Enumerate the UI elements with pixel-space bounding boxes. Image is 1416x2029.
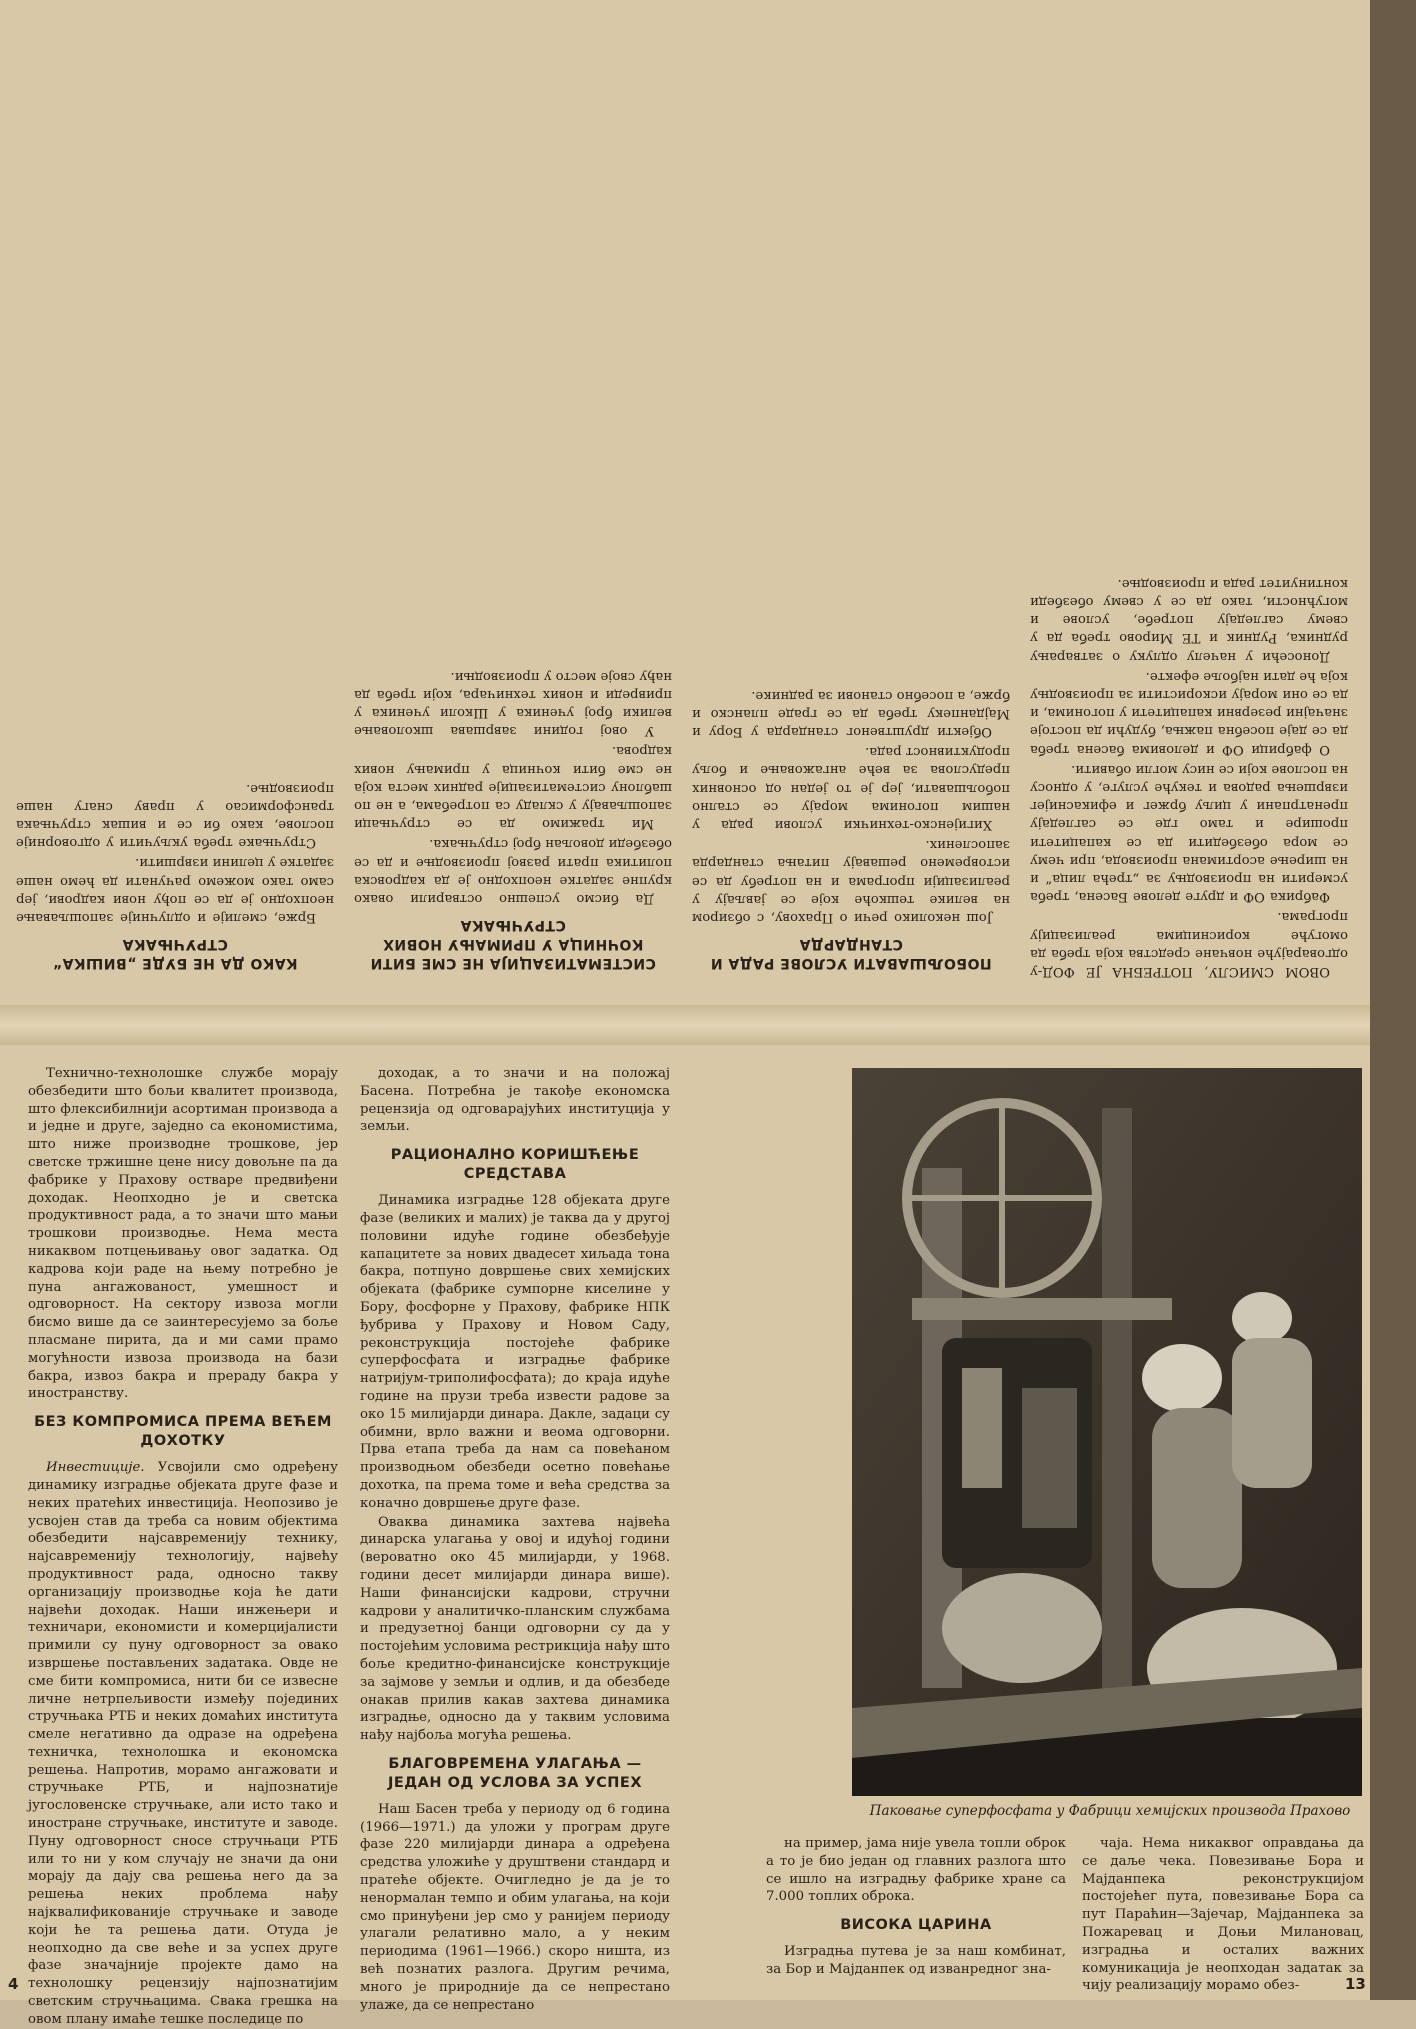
photo-caption: Паковање суперфосфата у Фабрици хемијских производа Прахово xyxy=(869,1803,1351,1819)
upside-down-page xyxy=(0,0,1370,1000)
page-number-right: 13 xyxy=(1345,1975,1366,1993)
article-paragraph: ОВОМ СМИСЛУ, ПОТРЕБНА ЈЕ ФОД-у одговарајуће новчане средства која треба да омогуће корисницима реализацију програма. xyxy=(1030,909,1348,979)
top-column-4 xyxy=(16,20,334,980)
factory-photo xyxy=(852,1068,1362,1796)
article-paragraph: Технично-технолошке службе морају обезбедити што бољи квалитет производа, што флексибилнији асортиман производа а и једне и друге, заједно са економистима, што ниже производне трошкове, јер светске тржишне цене нису довољне па да фабрике у Прахову остваре предвиђени доходак. Неопходно је и светска продуктивност рада, а то значи што мањи трошкови производње. Нема места никаквом потцењивању овог задатка. Од кадрова који раде на њему потребно је пуна ангажованост, умешност и одговорност. На сектору извоза могли бисмо више да се заинтересујемо за боље пласмане пирита, да и ми сами прамо могућности извоза производа на бази бакра, извоз бакра и прераду бакра у иностранству. xyxy=(28,1066,338,1402)
bottom-column-3 xyxy=(766,1835,1066,2000)
top-column-2 xyxy=(692,20,1010,980)
page-number-left: 4 xyxy=(8,1975,19,1993)
article-paragraph: доходак, а то значи и на положај Басена. Потребна је такође економска рецензија од одговарајућих институција у земљи. xyxy=(360,1066,670,1135)
article-paragraph: Објекти друштвеног стандарда у Бору и Мајданпеку треба да се граде планско и брже, а посебно станови за раднике. xyxy=(692,687,1010,739)
section-heading: БЛАГОВРЕМЕНА УЛАГАЊА — ЈЕДАН ОД УСЛОВА ЗА УСПЕХ xyxy=(387,1755,643,1791)
section-heading: РАЦИОНАЛНО КОРИШЋЕЊЕ СРЕДСТАВА xyxy=(390,1147,640,1183)
article-paragraph xyxy=(28,1459,338,2029)
article-paragraph: Да бисмо успешно остварили овако крупне задатке неопходно је да кадровска политика прати развој производње и да се обезбеди довољан број стручњака. xyxy=(354,836,672,906)
article-paragraph: Изградња путева је за наш комбинат, за Бор и Мајданпек од изванредног зна- xyxy=(766,1944,1066,1977)
page-edge-shadow xyxy=(1370,0,1416,2000)
section-heading: СИСТЕМАТИЗАЦИЈА НЕ СМЕ БИТИ КОЧНИЦА У ПРИМАЊУ НОВИХ СТРУЧЊАКА xyxy=(370,917,656,971)
section-heading: БЕЗ КОМПРОМИСА ПРЕМА ВЕЋЕМ ДОХОТКУ xyxy=(34,1414,332,1450)
article-paragraph: Доносећи у начелу одлуку о затварању рудника, Рудник и ТЕ Мирово треба да у свему сагледају потребе, услове и могућности, тако да се у свему обезбеди континуитет рада и производње. xyxy=(1030,575,1348,664)
article-paragraph: чаја. Нема никаквог оправдања да се даље чека. Повезивање Бора и Мајданпека реконструкцијом постојећег пута, повезивање Бора са пут Параћин—Зајечар, Мајданпека за Пожаревац и Доњи Милановац, изградња и осталих важних комуникација је неопходан задатак за чију реализацију морамо обез- xyxy=(1082,1836,1364,1994)
page-fold xyxy=(0,1005,1370,1045)
article-paragraph: Фабрика ОФ и друге делове Басена, треба усмерити на производњу за „трећа лица“ и на ширење асортимана производа, при чему се мора обезбедити да се капацитети прошире и тамо где се сагледају пренатрпани у циљу бржег и ефикаснијег извршења радова и текуће услуге, у односу на послове који се нису могли обавити. xyxy=(1030,761,1348,905)
article-paragraph: Динамика изградње 128 објеката друге фазе (великих и малих) је таква да у другој половини идуће године обезбеђује капацитете за нових двадесет хиљада тона бакра, потпуно довршење свих хемијских објеката (фабрике сумпорне киселине у Бору, фосфорне у Прахову, фабрике НПК ђубрива у Прахову и Новом Саду, реконструкција постојеће фабрике суперфосфата и изградње фабрике натријум-триполифосфата); до краја идуће године на прузи треба извести радове за око 15 милијарди динара. Дакле, задаци су обимни, врло важни и веома одговорни. Прва етапа треба да нам са повећаном производњом обезбеди осетно повећање дохотка, па према томе и већа средства за коначно довршење друге фазе. xyxy=(360,1193,670,1511)
lead-word: Инвестиције. xyxy=(46,1460,145,1476)
section-heading: ПОБОЉШАВАТИ УСЛОВЕ РАДА И СТАНДАРДА xyxy=(710,936,992,971)
top-column-1 xyxy=(1030,20,1348,980)
photo-illustration xyxy=(852,1068,1362,1796)
article-paragraph: Оваква динамика захтева највећа динарска улагања у овој и идућој години (вероватно око 45 милијарди, у 1968. години десет милијарди динара више). Наши финансијски кадрови, стручни кадрови у аналитичко-планским службама и предузетној банци одговорни су да у постојећим условима рестрикција нађу што боље кредитно-финансијске конструкције за зајмове у земљи и одлив, и да обезбеде онакав прилив какав захтева динамика изградње, односно да у таквим условима нађу најбоља могућа решења. xyxy=(360,1514,670,1744)
article-paragraph: Још неколико речи о Прахову, с обзиром на велике тешкоће које се јављају у реализацији програма и на потребу да се истовремено решавају питања стандарда запослених. xyxy=(692,837,1010,925)
paragraph-text: Усвојили смо одређену динамику изградње објеката друге фазе и неких пратећих инвестиција. Неопозиво је усвојен став да треба са новим објектима обезбедити најсавременију технику, најсавременију технологију, највећу продуктивност рада, односно такву организацију производње која ће дати највећи доходак. Наши инжењери и техничари, економисти и комерцијалисти примили су пуну одговорност за овако извршење постављених задатака. Овде не сме бити компромиса, нити би се извесне личне нетрпељивости између појединих стручњака РТБ и неких домаћих института смеле негативно да одразе на одређена техничка, технолошка и економска решења. Напротив, морамо ангажовати и стручњаке РТБ, и најпознатије југословенске стручњаке, али исто тако и иностране стручњаке, институте и заводе. Пуну одговорност сносе стручњаци РТБ или то ни у ком случају не значи да они морају да дају сва решења него да за решења неких проблема нађу најквалификованије стручњаке и заводе који ће та решења дати. Отуда је неопходно да све веће и за успех друге фазе значајније пројекте дамо на технолошку рецензију најпознатијим светским стручњацима. Свака грешка на овом плану имаће тешке последице по xyxy=(28,1460,338,2027)
article-paragraph: У овој години завршава школовање велики број ученика у Школи ученика у привреди и нових техничара, који треба да нађу своје место у производњи. xyxy=(354,668,672,739)
article-paragraph: на пример, јама није увела топли оброк а то је био један од главних разлога што се ишло на изградњу фабрике хране са 7.000 топлих оброка. xyxy=(766,1836,1066,1905)
article-paragraph: Ми тражимо да се стручњаци запошљавају у складу са потребама, а не по шаблону систематизације радних места која не сме бити кочница у примању нових кадрова. xyxy=(354,743,672,832)
section-heading: КАКО ДА НЕ БУДЕ „ВИШКА“ СТРУЧЊАКА xyxy=(52,936,298,971)
section-heading: ВИСОКА ЦАРИНА xyxy=(840,1917,992,1934)
bottom-column-1 xyxy=(28,1065,338,2027)
article-paragraph: Стручњаке треба укључити у одговорније послове, како би се и вишак стручњака трансформисао у праву снагу наше производње. xyxy=(16,780,334,851)
article-paragraph: О фабрици ОФ и деловима басена треба да се даје посебна пажња, будући да постоје значајни резервни капацитети у погонима, и да се они морају искористити за производњу која ће дати најбоље ефекте. xyxy=(1030,668,1348,757)
bottom-column-4 xyxy=(1082,1835,1364,2000)
article-paragraph: Наш Басен треба у периоду од 6 година (1966—1971.) да уложи у програм друге фазе 220 милијарди динара а одређена средства уложиће у друштвени стандард и пратеће објекте. Очигледно је да је то ненормалан темпо и обим улагања, на који смо принуђени јер смо у ранијем периоду улагали релативно мало, а у неким периодима (1961—1966.) скоро ништа, из већ познатих разлога. Другим речима, много је природније да се непрестано улаже, да се непрестано xyxy=(360,1801,670,2013)
article-paragraph: Брже, смелије и одлучније запошљавање неопходно је да се пођу нови кадрови, јер само тако можемо рачунати да ћемо наше задатке у целини извршити. xyxy=(16,855,334,925)
bottom-column-2 xyxy=(360,1065,670,2013)
top-column-3 xyxy=(354,20,672,980)
article-paragraph: Хигијенско-технички услови рада у нашим погонима морају се стално побољшавати, јер је то један од основних предуслова за веће ангажовање и бољу продуктивност рада. xyxy=(692,744,1010,832)
